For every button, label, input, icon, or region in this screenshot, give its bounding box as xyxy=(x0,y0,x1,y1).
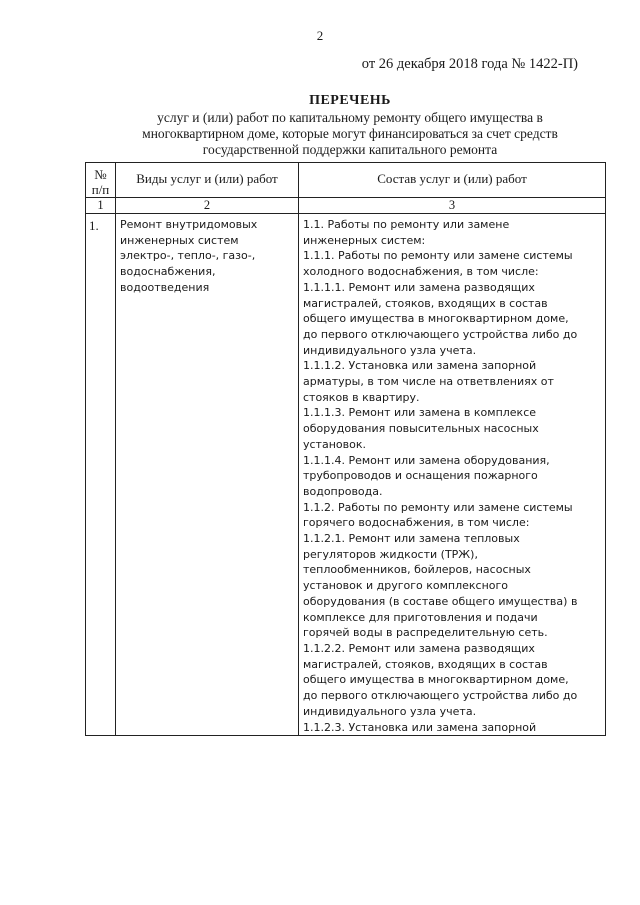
work-content-line: горячей воды в распределительную сеть. xyxy=(303,626,548,640)
subtitle-line: государственной поддержки капитального ремонта xyxy=(202,142,498,157)
work-content-line: индивидуального узла учета. xyxy=(303,343,477,357)
work-content-line: трубопроводов и оснащения пожарного xyxy=(303,469,538,483)
work-content-line: регуляторов жидкости (ТРЖ), xyxy=(303,547,478,561)
work-content-line: 1.1.1. Работы по ремонту или замене системы xyxy=(303,249,573,263)
work-kind-line: инженерных систем xyxy=(120,233,239,247)
table-row xyxy=(86,214,606,736)
works-table xyxy=(85,162,606,736)
subtitle-line: услуг и (или) работ по капитальному ремонту общего имущества в xyxy=(157,110,543,125)
work-content-line: магистралей, стояков, входящих в состав xyxy=(303,296,548,310)
work-content-line: 1.1. Работы по ремонту или замене xyxy=(303,218,510,231)
work-content-line: теплообменников, бойлеров, насосных xyxy=(303,563,531,577)
header-number xyxy=(86,163,116,198)
subtitle-line: многоквартирном доме, которые могут финансироваться за счет средств xyxy=(142,126,558,141)
work-content-line: установок. xyxy=(303,437,366,451)
work-content-line: стояков в квартиру. xyxy=(303,390,420,404)
work-content-line: комплексе для приготовления и подачи xyxy=(303,610,538,624)
work-content-line: 1.1.1.4. Ремонт или замена оборудования, xyxy=(303,453,550,467)
header-kind: Виды услуг и (или) работ xyxy=(116,163,299,198)
work-kind-line: Ремонт внутридомовых xyxy=(120,218,258,231)
work-content-line: 1.1.2.1. Ремонт или замена тепловых xyxy=(303,532,520,546)
work-content-line: арматуры, в том числе на ответвлениях от xyxy=(303,375,554,389)
work-content-line: 1.1.1.2. Установка или замена запорной xyxy=(303,359,537,373)
work-content-line: водопровода. xyxy=(303,484,383,498)
work-content-line: общего имущества в многоквартирном доме, xyxy=(303,312,569,326)
work-content-line: оборудования повысительных насосных xyxy=(303,422,539,436)
work-kind-line: водоотведения xyxy=(120,280,210,294)
header-number-abbr: п/п xyxy=(91,182,110,197)
work-content-line: оборудования (в составе общего имущества) в xyxy=(303,594,578,608)
document-title: ПЕРЕЧЕНЬ xyxy=(309,93,391,108)
work-content-line: 1.1.2.3. Установка или замена запорной xyxy=(303,720,537,734)
work-content-line: 1.1.1.1. Ремонт или замена разводящих xyxy=(303,280,535,294)
work-content-line: инженерных систем: xyxy=(303,233,426,247)
work-content-line: установок и другого комплексного xyxy=(303,579,509,593)
work-content-line: общего имущества в многоквартирном доме, xyxy=(303,673,569,687)
column-number: 3 xyxy=(299,198,606,214)
work-kind-line: электро-, тепло-, газо-, xyxy=(120,249,256,263)
work-content-line: 1.1.1.3. Ремонт или замена в комплексе xyxy=(303,406,537,420)
table-header-row xyxy=(86,163,606,198)
header-number-sign: № xyxy=(94,167,107,182)
header-content: Состав услуг и (или) работ xyxy=(299,163,606,198)
row-number: 1. xyxy=(86,214,116,736)
work-content-line: индивидуального узла учета. xyxy=(303,704,477,718)
column-number: 1 xyxy=(86,198,116,214)
work-kind-line: водоснабжения, xyxy=(120,265,216,279)
column-number: 2 xyxy=(116,198,299,214)
work-content-cell xyxy=(299,214,606,736)
work-content-line: 1.1.2. Работы по ремонту или замене системы xyxy=(303,500,573,514)
work-content-line: горячего водоснабжения, в том числе: xyxy=(303,516,530,530)
work-content-line: до первого отключающего устройства либо до xyxy=(303,327,578,341)
work-content-line: 1.1.2.2. Ремонт или замена разводящих xyxy=(303,641,535,655)
work-content-line: магистралей, стояков, входящих в состав xyxy=(303,657,548,671)
work-kind-cell xyxy=(116,214,299,736)
page-number: 2 xyxy=(316,28,324,43)
column-number-row xyxy=(86,198,606,214)
work-content-line: холодного водоснабжения, в том числе: xyxy=(303,265,539,279)
document-reference: от 26 декабря 2018 года № 1422-П) xyxy=(361,56,578,72)
document-subtitle xyxy=(90,110,610,158)
work-content-line: до первого отключающего устройства либо до xyxy=(303,689,578,703)
